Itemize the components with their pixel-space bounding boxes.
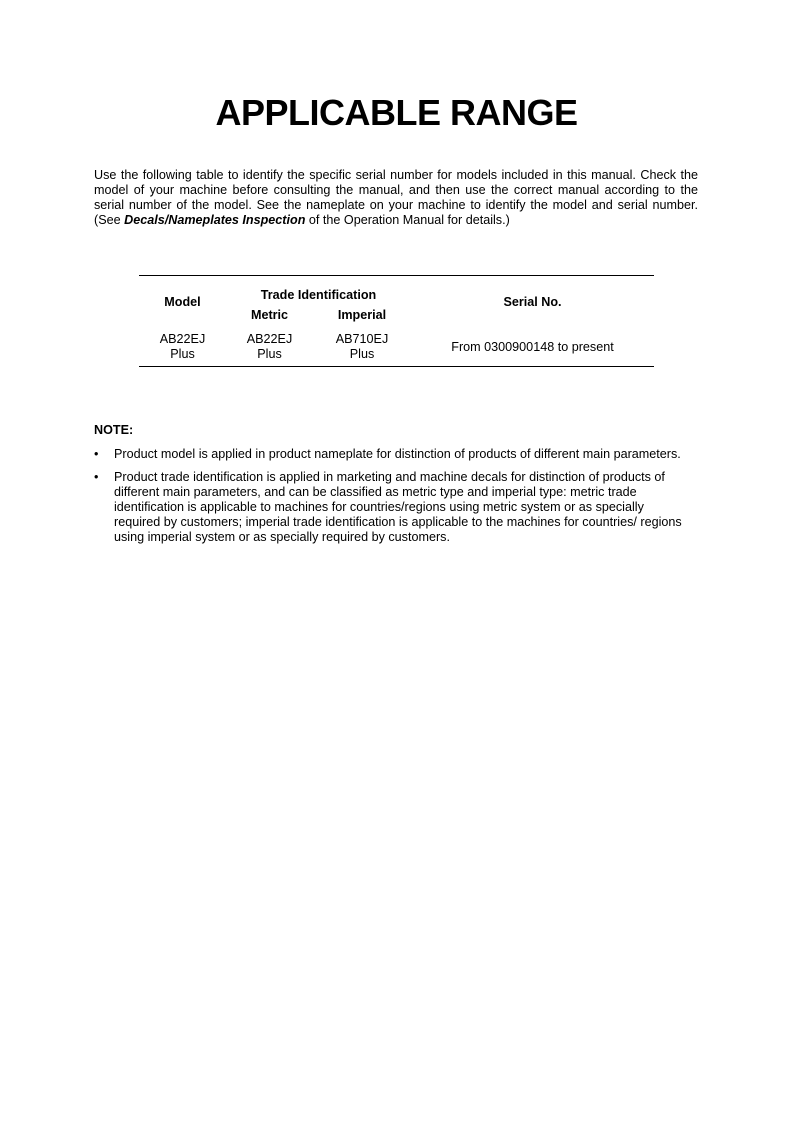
intro-text-after: of the Operation Manual for details.) bbox=[305, 213, 510, 227]
header-serial-number: Serial No. bbox=[411, 276, 654, 329]
note-list bbox=[94, 447, 692, 553]
intro-paragraph bbox=[94, 168, 698, 228]
list-item bbox=[94, 470, 692, 545]
table-row bbox=[139, 328, 654, 367]
bullet-icon: • bbox=[94, 447, 99, 461]
note-item-text: Product trade identification is applied in marketing and machine decals for distinction of products of different main parameters, and can be classified as metric type and imperial type: metric trade identification is applicable to machines for countries/regions using metric system or as specially required by customers; imperial trade identification is applicable to the machines for countries/ regions using imperial system or as specially required by customers. bbox=[114, 470, 682, 544]
list-item bbox=[94, 447, 692, 462]
note-item-text: Product model is applied in product nameplate for distinction of products of different main parameters. bbox=[114, 447, 681, 461]
cell-metric-line1: AB22EJ bbox=[246, 332, 293, 346]
cell-model-line1: AB22EJ bbox=[159, 332, 206, 346]
cell-model-line2: Plus bbox=[170, 347, 195, 361]
header-model: Model bbox=[139, 276, 226, 329]
cell-imperial-line2: Plus bbox=[349, 347, 375, 361]
intro-emphasis-link-text: Decals/Nameplates Inspection bbox=[124, 213, 306, 227]
cell-imperial-line1: AB710EJ bbox=[335, 332, 389, 346]
header-metric: Metric bbox=[250, 308, 289, 322]
cell-serial-number: From 0300900148 to present bbox=[411, 328, 654, 367]
cell-imperial bbox=[313, 328, 411, 367]
cell-metric bbox=[226, 328, 313, 367]
bullet-icon: • bbox=[94, 470, 99, 484]
applicable-range-table bbox=[139, 275, 654, 367]
header-imperial: Imperial bbox=[337, 308, 387, 322]
intro-text-before: Use the following table to identify the specific serial number for models included in this manual. Check the model of your machine before consulting the manual, and then use the correct manual according to the serial number of the model. See the nameplate on your machine to identify the model and serial number. (See bbox=[94, 168, 698, 227]
header-trade-identification: Trade Identification bbox=[226, 276, 411, 303]
page-title: APPLICABLE RANGE bbox=[215, 92, 578, 133]
cell-model bbox=[139, 328, 226, 367]
note-heading: NOTE: bbox=[94, 423, 134, 437]
cell-metric-line2: Plus bbox=[257, 347, 282, 361]
